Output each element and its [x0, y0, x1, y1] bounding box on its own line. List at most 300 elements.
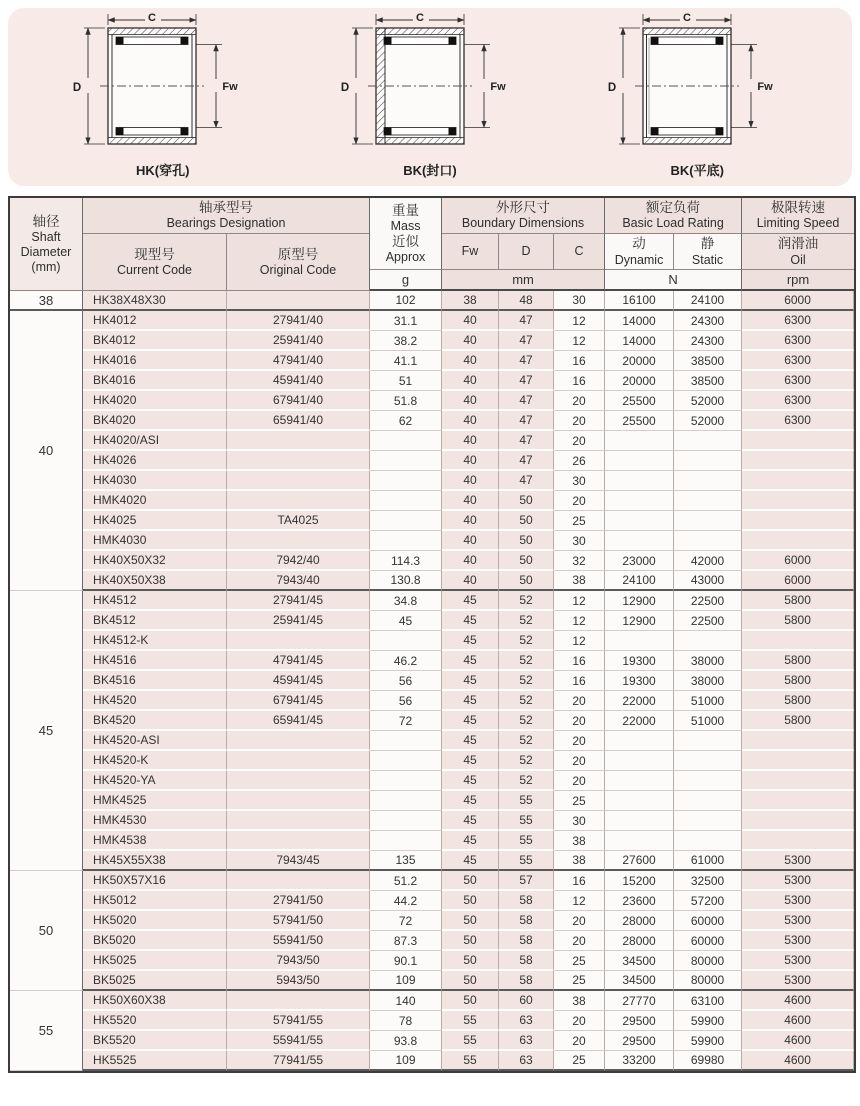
cell-fw: 45: [442, 631, 499, 651]
dim-label-c: C: [415, 12, 424, 24]
cell-d: 47: [499, 471, 554, 491]
cell-mass: 44.2: [370, 891, 442, 911]
bearings-table: [8, 196, 856, 1073]
cell-oil: 5800: [742, 711, 854, 731]
cell-mass: 41.1: [370, 351, 442, 371]
cell-mass: [370, 831, 442, 851]
cell-fw: 45: [442, 591, 499, 611]
table-body: [10, 291, 854, 1071]
cell-dynamic: 12900: [605, 591, 674, 611]
cell-dynamic: [605, 771, 674, 791]
cell-c: 20: [554, 391, 605, 411]
cell-fw: 40: [442, 351, 499, 371]
cell-c: 25: [554, 1051, 605, 1071]
cell-oil: 6300: [742, 411, 854, 431]
cell-c: 30: [554, 811, 605, 831]
shaft-diameter-cell: 40: [10, 311, 83, 591]
table-row: [10, 931, 854, 951]
cell-mass: 51.8: [370, 391, 442, 411]
cell-static: 38000: [674, 651, 742, 671]
cell-d: 63: [499, 1011, 554, 1031]
cell-d: 50: [499, 571, 554, 591]
cell-dynamic: [605, 631, 674, 651]
cell-static: 57200: [674, 891, 742, 911]
header-oil-zh: 润滑油: [777, 236, 819, 252]
cell-original-code: 27941/50: [227, 891, 370, 911]
cell-oil: [742, 831, 854, 851]
table-row: [10, 991, 854, 1011]
cell-mass: 130.8: [370, 571, 442, 591]
header-d: [499, 234, 554, 270]
cell-c: 20: [554, 1011, 605, 1031]
cell-oil: 5300: [742, 971, 854, 991]
cell-oil: 5800: [742, 691, 854, 711]
cell-original-code: [227, 731, 370, 751]
cell-mass: [370, 811, 442, 831]
cell-dynamic: 19300: [605, 671, 674, 691]
cell-d: 47: [499, 411, 554, 431]
dim-label-fw: Fw: [222, 81, 238, 93]
cell-mass: [370, 451, 442, 471]
cell-c: 16: [554, 651, 605, 671]
cell-static: [674, 451, 742, 471]
cell-oil: 5300: [742, 911, 854, 931]
cell-oil: 6300: [742, 371, 854, 391]
header-limiting-speed: [742, 198, 854, 234]
cell-c: 38: [554, 991, 605, 1011]
table-row: [10, 291, 854, 311]
cell-dynamic: [605, 831, 674, 851]
cell-oil: 4600: [742, 991, 854, 1011]
cell-current-code: HK38X48X30: [83, 291, 227, 311]
cell-static: [674, 531, 742, 551]
cell-mass: [370, 431, 442, 451]
cell-static: 22500: [674, 611, 742, 631]
cell-dynamic: 14000: [605, 311, 674, 331]
cell-mass: 90.1: [370, 951, 442, 971]
header-current-code: [83, 234, 227, 291]
table-row: [10, 691, 854, 711]
cell-fw: 45: [442, 811, 499, 831]
cell-static: [674, 471, 742, 491]
cell-current-code: HK5025: [83, 951, 227, 971]
table-row: [10, 331, 854, 351]
cell-static: 51000: [674, 711, 742, 731]
cell-d: 52: [499, 691, 554, 711]
cell-dynamic: 23000: [605, 551, 674, 571]
cell-mass: 109: [370, 971, 442, 991]
cell-oil: [742, 471, 854, 491]
cell-mass: [370, 751, 442, 771]
cell-static: [674, 431, 742, 451]
dim-label-d: D: [340, 82, 349, 94]
cell-mass: [370, 511, 442, 531]
cell-dynamic: [605, 471, 674, 491]
cell-d: 58: [499, 951, 554, 971]
cell-d: 47: [499, 351, 554, 371]
cell-static: 80000: [674, 951, 742, 971]
cell-d: 58: [499, 931, 554, 951]
cell-d: 50: [499, 551, 554, 571]
cell-current-code: BK4512: [83, 611, 227, 631]
header-unit-g: g: [370, 270, 442, 291]
cell-current-code: BK4016: [83, 371, 227, 391]
cell-mass: 102: [370, 291, 442, 311]
cell-fw: 55: [442, 1051, 499, 1071]
cell-c: 20: [554, 1031, 605, 1051]
cell-current-code: HK4520-K: [83, 751, 227, 771]
cell-current-code: HK50X57X16: [83, 871, 227, 891]
cell-fw: 40: [442, 371, 499, 391]
cell-original-code: [227, 831, 370, 851]
cell-dynamic: 22000: [605, 691, 674, 711]
cell-current-code: HK5525: [83, 1051, 227, 1071]
cell-original-code: 65941/40: [227, 411, 370, 431]
cell-c: 20: [554, 491, 605, 511]
shaft-diameter-cell: 45: [10, 591, 83, 871]
cell-mass: [370, 791, 442, 811]
cell-d: 52: [499, 711, 554, 731]
header-designation-en: Bearings Designation: [166, 216, 286, 231]
shaft-diameter-cell: 38: [10, 291, 83, 311]
table-row: [10, 1051, 854, 1071]
cell-current-code: HK4012: [83, 311, 227, 331]
cell-fw: 50: [442, 871, 499, 891]
cell-c: 12: [554, 891, 605, 911]
cell-c: 20: [554, 751, 605, 771]
cell-d: 63: [499, 1051, 554, 1071]
cell-oil: 5300: [742, 891, 854, 911]
cell-current-code: HK4512-K: [83, 631, 227, 651]
cell-static: 43000: [674, 571, 742, 591]
table-row: [10, 431, 854, 451]
cell-current-code: HK45X55X38: [83, 851, 227, 871]
cell-c: 26: [554, 451, 605, 471]
cell-c: 30: [554, 291, 605, 311]
dim-label-fw: Fw: [489, 81, 506, 93]
table-row: [10, 471, 854, 491]
cell-d: 52: [499, 591, 554, 611]
cell-current-code: HK4520-ASI: [83, 731, 227, 751]
cell-fw: 50: [442, 891, 499, 911]
cell-current-code: HMK4530: [83, 811, 227, 831]
cell-mass: 87.3: [370, 931, 442, 951]
cell-original-code: [227, 531, 370, 551]
cell-current-code: BK4012: [83, 331, 227, 351]
cell-c: 20: [554, 771, 605, 791]
cell-fw: 45: [442, 731, 499, 751]
cell-d: 47: [499, 391, 554, 411]
header-shaft-en1: Shaft: [31, 230, 61, 245]
cell-mass: 31.1: [370, 311, 442, 331]
table-row: [10, 371, 854, 391]
cell-current-code: BK5520: [83, 1031, 227, 1051]
cell-fw: 45: [442, 711, 499, 731]
cell-original-code: 65941/45: [227, 711, 370, 731]
cell-d: 58: [499, 911, 554, 931]
cell-mass: [370, 771, 442, 791]
cell-static: 52000: [674, 411, 742, 431]
cell-dynamic: 12900: [605, 611, 674, 631]
cell-static: 32500: [674, 871, 742, 891]
cell-oil: 5800: [742, 671, 854, 691]
header-dynamic-en: Dynamic: [614, 252, 664, 267]
cell-c: 12: [554, 331, 605, 351]
bearing-diagram-3: [585, 12, 810, 179]
cell-oil: 5800: [742, 651, 854, 671]
header-static-zh: 静: [700, 236, 715, 252]
cell-d: 47: [499, 311, 554, 331]
cell-current-code: HK4520: [83, 691, 227, 711]
cell-static: [674, 491, 742, 511]
dim-label-d: D: [607, 82, 616, 94]
cell-c: 25: [554, 511, 605, 531]
cell-fw: 40: [442, 311, 499, 331]
cell-d: 47: [499, 451, 554, 471]
cell-original-code: [227, 771, 370, 791]
header-c-label: C: [574, 244, 584, 259]
cell-original-code: 45941/40: [227, 371, 370, 391]
cell-fw: 38: [442, 291, 499, 311]
cell-fw: 45: [442, 691, 499, 711]
cell-c: 16: [554, 871, 605, 891]
cell-dynamic: 25500: [605, 411, 674, 431]
table-row: [10, 771, 854, 791]
table-row: [10, 491, 854, 511]
cell-dynamic: 34500: [605, 971, 674, 991]
header-designation-zh: 轴承型号: [199, 200, 253, 215]
header-shaft-diameter: [10, 198, 83, 291]
cell-c: 30: [554, 531, 605, 551]
cell-static: 61000: [674, 851, 742, 871]
cell-current-code: HMK4525: [83, 791, 227, 811]
cell-dynamic: 23600: [605, 891, 674, 911]
cell-current-code: HK4512: [83, 591, 227, 611]
cell-static: 51000: [674, 691, 742, 711]
cell-dynamic: 33200: [605, 1051, 674, 1071]
cell-dynamic: 27770: [605, 991, 674, 1011]
cell-d: 52: [499, 771, 554, 791]
cell-current-code: BK4520: [83, 711, 227, 731]
cell-static: [674, 811, 742, 831]
header-load-en: Basic Load Rating: [622, 216, 724, 231]
cell-c: 12: [554, 311, 605, 331]
cell-original-code: 67941/45: [227, 691, 370, 711]
cell-original-code: 7943/45: [227, 851, 370, 871]
cell-current-code: HK4016: [83, 351, 227, 371]
cell-oil: [742, 451, 854, 471]
cell-c: 20: [554, 931, 605, 951]
cell-static: [674, 831, 742, 851]
cell-static: 80000: [674, 971, 742, 991]
bearing-diagram-1: [50, 12, 275, 179]
cell-mass: 114.3: [370, 551, 442, 571]
table-row: [10, 911, 854, 931]
table-row: [10, 611, 854, 631]
cell-oil: [742, 791, 854, 811]
cell-current-code: HK4020: [83, 391, 227, 411]
cell-current-code: HK5012: [83, 891, 227, 911]
cell-dynamic: 27600: [605, 851, 674, 871]
table-row: [10, 531, 854, 551]
cell-mass: 135: [370, 851, 442, 871]
cell-mass: 72: [370, 711, 442, 731]
cell-static: 63100: [674, 991, 742, 1011]
cell-dynamic: [605, 431, 674, 451]
cell-dynamic: [605, 751, 674, 771]
cell-fw: 55: [442, 1031, 499, 1051]
cell-original-code: [227, 991, 370, 1011]
cell-original-code: 5943/50: [227, 971, 370, 991]
cell-d: 63: [499, 1031, 554, 1051]
cell-dynamic: 19300: [605, 651, 674, 671]
table-row: [10, 971, 854, 991]
cell-mass: 78: [370, 1011, 442, 1031]
cell-static: 60000: [674, 931, 742, 951]
cell-c: 16: [554, 351, 605, 371]
cell-fw: 40: [442, 551, 499, 571]
cell-oil: 6000: [742, 291, 854, 311]
cell-mass: 51.2: [370, 871, 442, 891]
cell-c: 20: [554, 911, 605, 931]
header-static-en: Static: [691, 252, 724, 267]
cell-static: [674, 731, 742, 751]
header-mass-en: Mass: [390, 218, 421, 233]
cell-d: 60: [499, 991, 554, 1011]
cell-dynamic: 20000: [605, 371, 674, 391]
bearing-diagram-2: [318, 12, 543, 179]
table-row: [10, 451, 854, 471]
cell-static: [674, 751, 742, 771]
cell-mass: 51: [370, 371, 442, 391]
cell-fw: 40: [442, 451, 499, 471]
table-row: [10, 711, 854, 731]
table-row: [10, 871, 854, 891]
table-row: [10, 411, 854, 431]
cell-oil: 4600: [742, 1011, 854, 1031]
cell-mass: [370, 531, 442, 551]
cell-fw: 45: [442, 791, 499, 811]
cell-mass: [370, 471, 442, 491]
cell-original-code: 45941/45: [227, 671, 370, 691]
header-mass-zh: 重量: [392, 202, 420, 218]
cell-static: 38500: [674, 371, 742, 391]
cell-oil: 6300: [742, 311, 854, 331]
cell-fw: 45: [442, 771, 499, 791]
table-row: [10, 391, 854, 411]
header-dynamic-zh: 动: [632, 236, 646, 252]
bearing-cross-section-diagram: [585, 12, 810, 162]
table-header: [10, 198, 854, 291]
header-current-zh: 现型号: [134, 246, 175, 262]
cell-c: 25: [554, 791, 605, 811]
cell-c: 16: [554, 371, 605, 391]
cell-original-code: 57941/55: [227, 1011, 370, 1031]
cell-c: 12: [554, 611, 605, 631]
cell-current-code: HK5020: [83, 911, 227, 931]
cell-mass: [370, 731, 442, 751]
cell-original-code: 55941/55: [227, 1031, 370, 1051]
cell-original-code: [227, 491, 370, 511]
diagram-caption: HK(穿孔): [136, 163, 190, 178]
cell-original-code: 67941/40: [227, 391, 370, 411]
header-mass: [370, 198, 442, 270]
cell-original-code: 77941/55: [227, 1051, 370, 1071]
header-unit-n: N: [605, 270, 742, 291]
shaft-diameter-cell: 55: [10, 991, 83, 1071]
cell-oil: 6000: [742, 551, 854, 571]
header-basic-load-rating: [605, 198, 742, 234]
cell-original-code: 27941/40: [227, 311, 370, 331]
header-boundary-zh: 外形尺寸: [496, 200, 551, 215]
cell-oil: 6300: [742, 391, 854, 411]
cell-static: 69980: [674, 1051, 742, 1071]
cell-mass: 56: [370, 691, 442, 711]
cell-d: 50: [499, 511, 554, 531]
cell-original-code: 55941/50: [227, 931, 370, 951]
header-oil: [742, 234, 854, 270]
cell-original-code: [227, 451, 370, 471]
cell-c: 30: [554, 471, 605, 491]
cell-c: 38: [554, 831, 605, 851]
cell-mass: 56: [370, 671, 442, 691]
header-c: [554, 234, 605, 270]
header-original-en: Original Code: [259, 263, 337, 278]
table-row: [10, 1011, 854, 1031]
cell-fw: 45: [442, 751, 499, 771]
cell-mass: 34.8: [370, 591, 442, 611]
cell-current-code: HK5520: [83, 1011, 227, 1031]
cell-current-code: BK5025: [83, 971, 227, 991]
cell-dynamic: 16100: [605, 291, 674, 311]
cell-mass: [370, 491, 442, 511]
cell-oil: 6000: [742, 571, 854, 591]
header-d-label: D: [521, 244, 531, 259]
cell-d: 52: [499, 671, 554, 691]
dim-label-d: D: [73, 82, 82, 94]
header-unit-mm: mm: [442, 270, 605, 291]
cell-dynamic: [605, 451, 674, 471]
cell-original-code: 57941/50: [227, 911, 370, 931]
cell-current-code: HK40X50X38: [83, 571, 227, 591]
cell-original-code: 7942/40: [227, 551, 370, 571]
cell-dynamic: 28000: [605, 931, 674, 951]
cell-d: 52: [499, 651, 554, 671]
cell-fw: 40: [442, 531, 499, 551]
cell-current-code: HMK4538: [83, 831, 227, 851]
cell-fw: 50: [442, 991, 499, 1011]
cell-static: 38500: [674, 351, 742, 371]
table-row: [10, 551, 854, 571]
cell-oil: [742, 491, 854, 511]
cell-fw: 40: [442, 391, 499, 411]
cell-dynamic: 22000: [605, 711, 674, 731]
cell-d: 50: [499, 531, 554, 551]
cell-oil: [742, 511, 854, 531]
cell-original-code: 47941/45: [227, 651, 370, 671]
cell-oil: 5300: [742, 931, 854, 951]
cell-fw: 55: [442, 1011, 499, 1031]
header-bearings-designation: [83, 198, 370, 234]
table-row: [10, 891, 854, 911]
cell-original-code: [227, 471, 370, 491]
cell-original-code: [227, 291, 370, 311]
cell-d: 55: [499, 831, 554, 851]
cell-oil: 4600: [742, 1051, 854, 1071]
cell-fw: 50: [442, 971, 499, 991]
cell-original-code: [227, 751, 370, 771]
cell-static: 24100: [674, 291, 742, 311]
